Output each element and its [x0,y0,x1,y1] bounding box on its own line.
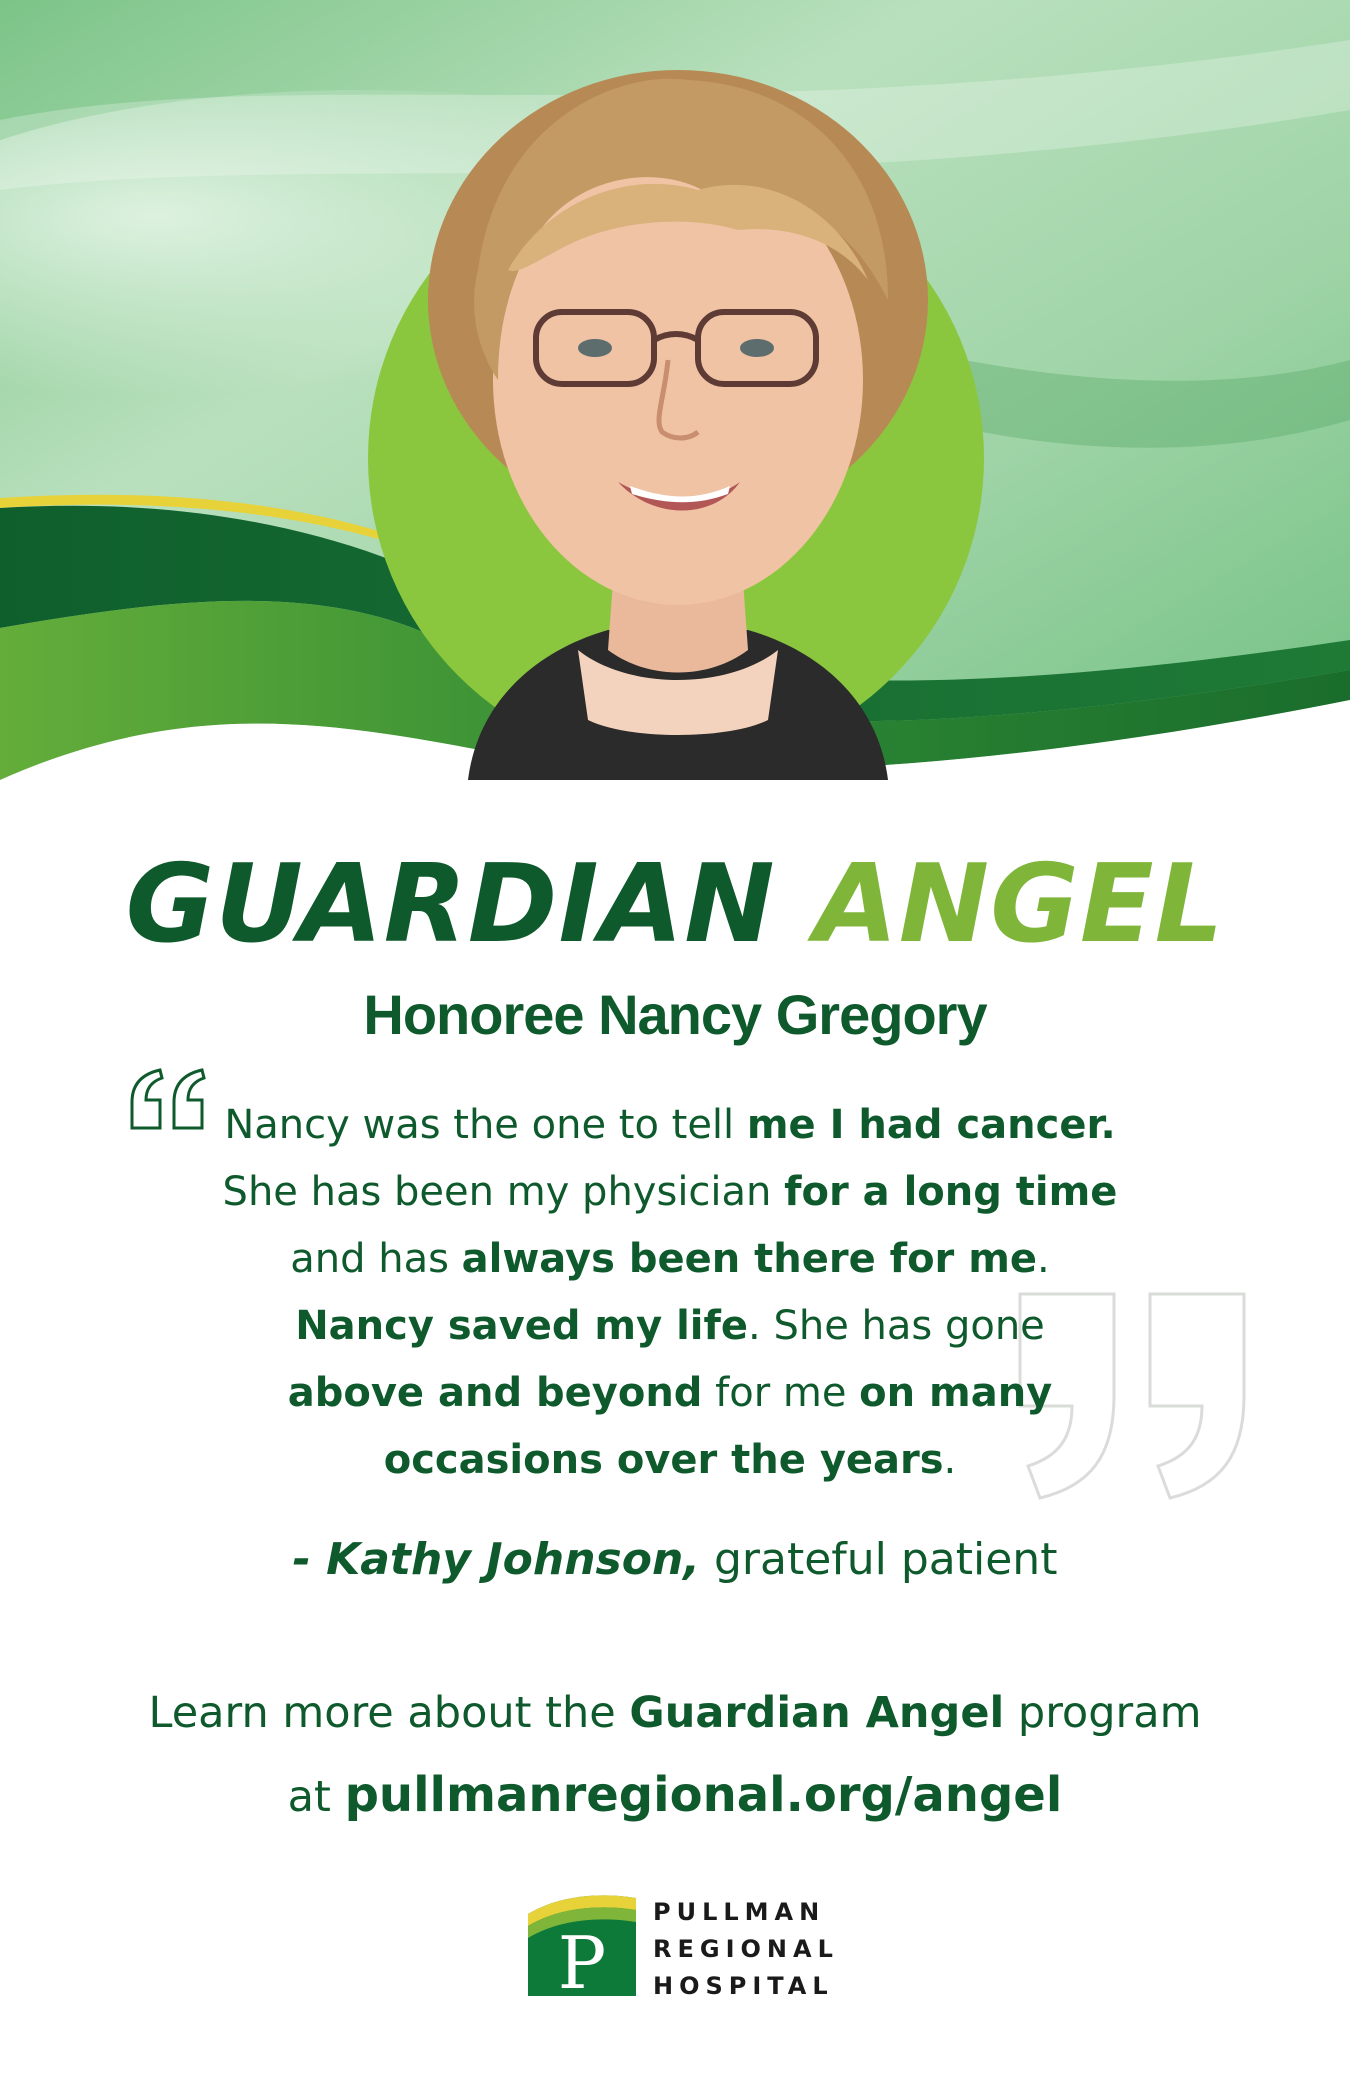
honoree-portrait [368,50,984,780]
quote-text: . [1037,1236,1050,1282]
quote-text: for me [702,1370,860,1416]
quote-line [190,1092,1150,1159]
hospital-name-line: HOSPITAL [653,1972,834,2000]
learn-more-text: Learn more about the [148,1688,630,1738]
logo-letter: P [557,1921,607,1996]
hospital-logo-icon [528,1892,636,1996]
quote-text: . She has gone [748,1303,1045,1349]
quote-line [190,1427,1150,1494]
quote-emphasis: occasions over the years [383,1437,944,1483]
learn-more [0,1672,1350,1838]
page-title [0,840,1350,970]
learn-more-text: program [1004,1688,1202,1738]
quote-attribution [0,1530,1350,1590]
testimonial-quote [190,1092,1150,1494]
quote-line [190,1226,1150,1293]
quote-line [190,1360,1150,1427]
program-name: Guardian Angel [629,1688,1005,1738]
learn-more-text: at [287,1772,345,1822]
hospital-logo [528,1892,839,2004]
hospital-name-line: REGIONAL [653,1935,839,1963]
quote-text: Nancy was the one to tell [224,1102,747,1148]
title-word-angel: ANGEL [814,842,1225,967]
learn-more-url-line [0,1754,1350,1838]
quote-emphasis: for a long time [784,1169,1118,1215]
quote-emphasis: always been there for me [461,1236,1038,1282]
quote-text: . [943,1437,957,1483]
title-word-guardian: GUARDIAN [125,842,776,967]
quote-emphasis: Nancy saved my life [295,1303,749,1349]
honoree-subtitle: Honoree Nancy Gregory [363,983,987,1046]
quote-emphasis: on many [859,1370,1053,1416]
attribution-role: grateful patient [699,1534,1058,1585]
quote-text: She has been my physician [222,1169,785,1215]
quote-text: and has [290,1236,462,1282]
attribution-name: - Kathy Johnson, [292,1534,700,1585]
hospital-name [653,1894,839,2005]
quote-line [190,1159,1150,1226]
learn-more-line [0,1672,1350,1754]
quote-emphasis: above and beyond [287,1370,703,1416]
quote-line [190,1293,1150,1360]
program-url-link[interactable]: pullmanregional.org/angel [344,1767,1063,1823]
hospital-name-line: PULLMAN [653,1898,826,1926]
quote-emphasis: me I had cancer. [746,1102,1116,1148]
